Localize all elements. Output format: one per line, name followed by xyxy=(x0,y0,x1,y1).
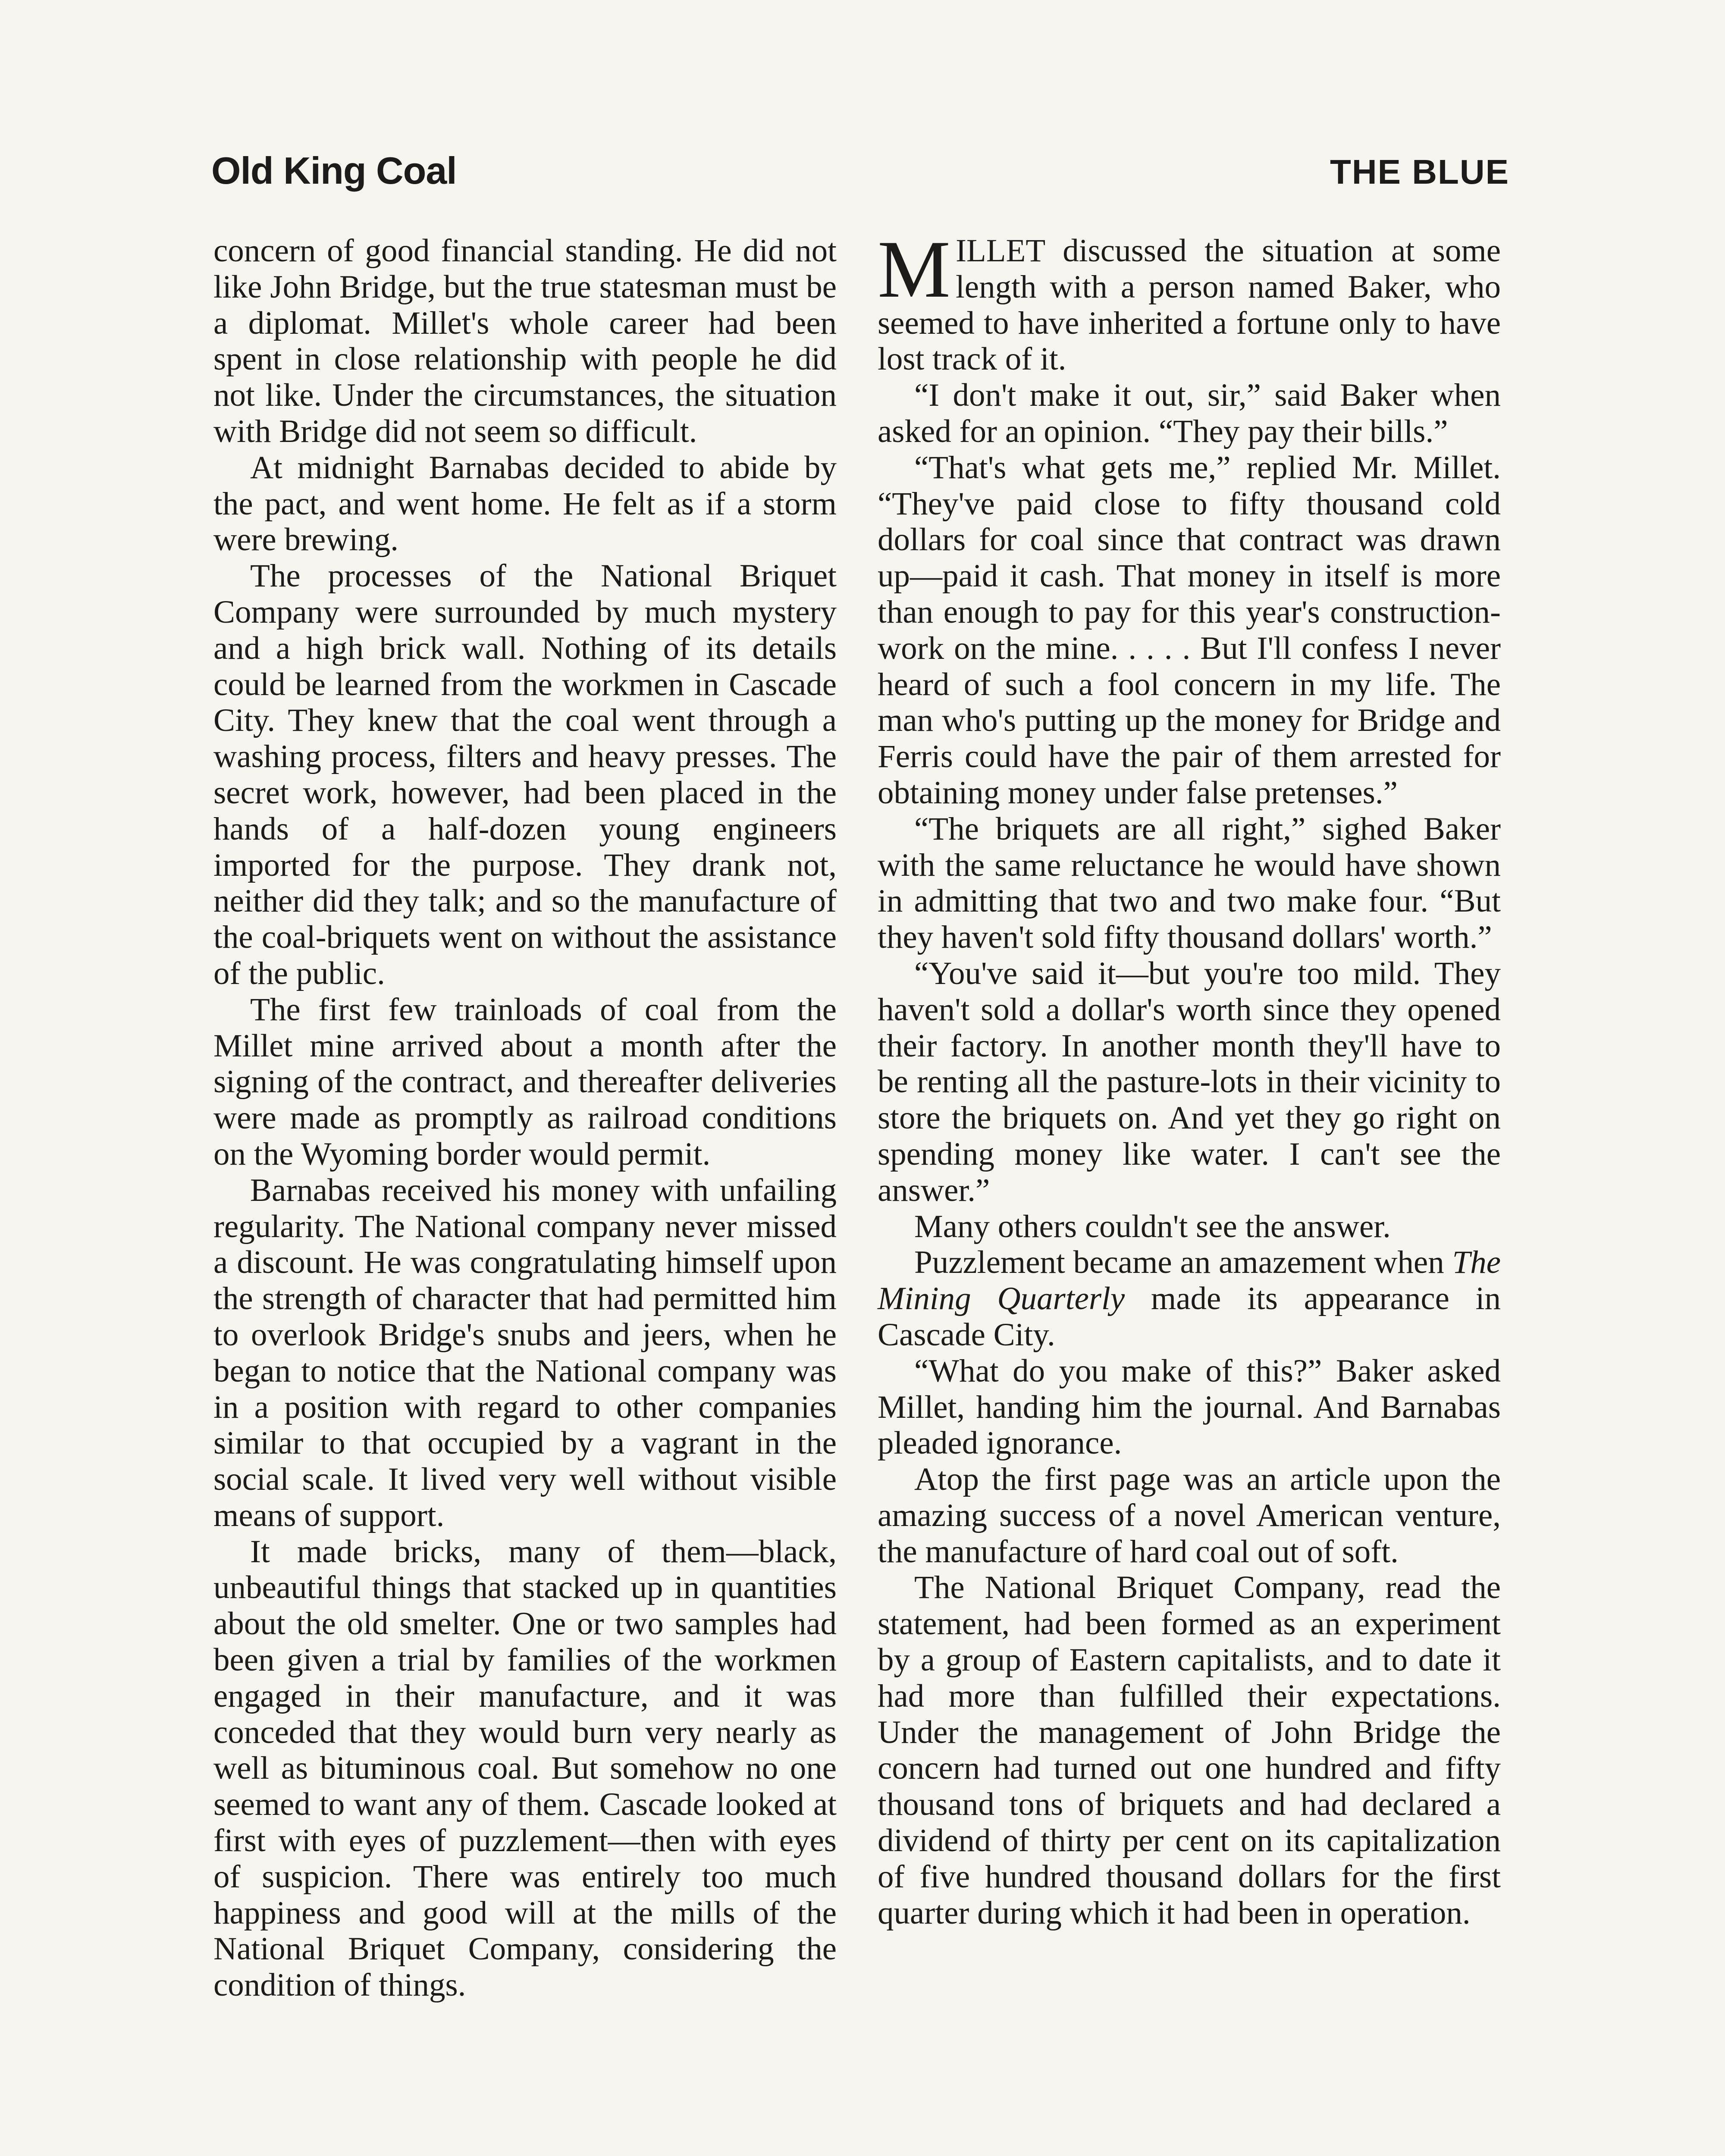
paragraph: Barnabas received his money with unfailing regularity. The National company never missed a discount. He was congratulating himself upon the strength of character that had permitted him to overlook Bridge's snubs and jeers, when he began to notice that the National company was in a position with regard to other companies similar to that occupied by a vagrant in the social scale. It lived very well without visible means of support. xyxy=(213,1172,837,1533)
paragraph: “You've said it—but you're too mild. They haven't sold a dollar's worth since they opened their factory. In another month they'll have to be renting all the pasture-lots in their vicinity to store the briquets on. And yet they go right on spending money like water. I can't see the answer.” xyxy=(878,955,1501,1208)
paragraph: The processes of the National Briquet Company were surrounded by much mystery and a high brick wall. Nothing of its details could be learned from the workmen in Cascade City. They knew that the coal went through a washing process, filters and heavy presses. The secret work, however, had been placed in the hands of a half-dozen young engineers imported for the purpose. They drank not, neither did they talk; and so the manufacture of the coal-briquets went on without the assistance of the public. xyxy=(213,558,837,991)
paragraph-text: ILLET discussed the situation at some length with a person named Baker, who seemed to have inherited a fortune only to have lost track of it. xyxy=(878,233,1501,377)
paragraph: “That's what gets me,” replied Mr. Millet. “They've paid close to fifty thousand cold dollars for coal since that contract was drawn up—paid it cash. That money in itself is more than enough to pay for this year's construction-work on the mine. . . . . But I'll confess I never heard of such a fool concern in my life. The man who's putting up the money for Bridge and Ferris could have the pair of them arrested for obtaining money under false pretenses.” xyxy=(878,449,1501,811)
left-column xyxy=(213,233,837,2003)
paragraph: “The briquets are all right,” sighed Baker with the same reluctance he would have shown in admitting that two and two make four. “But they haven't sold fifty thousand dollars' worth.” xyxy=(878,811,1501,956)
paragraph: “What do you make of this?” Baker asked Millet, handing him the journal. And Barnabas pleaded ignorance. xyxy=(878,1353,1501,1461)
magazine-title: THE BLUE xyxy=(1330,153,1509,191)
paragraph: At midnight Barnabas decided to abide by the pact, and went home. He felt as if a storm were brewing. xyxy=(213,449,837,558)
paragraph-text: made its appearance in Cascade City. xyxy=(878,1281,1501,1353)
right-column xyxy=(878,224,1501,1931)
paragraph xyxy=(878,224,1501,377)
paragraph: Atop the first page was an article upon the amazing success of a novel American venture, the manufacture of hard coal out of soft. xyxy=(878,1461,1501,1570)
paragraph: Many others couldn't see the answer. xyxy=(914,1208,1391,1244)
journal-title: The Mining Quarterly xyxy=(878,1244,1501,1317)
running-header xyxy=(211,149,1509,201)
paragraph: “I don't make it out, sir,” said Baker when asked for an opinion. “They pay their bills.” xyxy=(878,377,1501,449)
story-title: Old King Coal xyxy=(211,149,457,192)
paragraph: concern of good financial standing. He did not like John Bridge, but the true statesman must be a diplomat. Millet's whole career had been spent in close relationship with people he did not like. Under the circumstances, the situation with Bridge did not seem so difficult. xyxy=(213,233,837,449)
paragraph xyxy=(878,1244,1501,1353)
paragraph-text: Puzzlement became an amazement when xyxy=(914,1244,1452,1281)
paragraph: The National Briquet Company, read the statement, had been formed as an experiment by a group of Eastern capitalists, and to date it had more than fulfilled their expectations. Under the management of John Bridge the concern had turned out one hundred and fifty thousand tons of briquets and had declared a dividend of thirty per cent on its capitalization of five hundred thousand dollars for the first quarter during which it had been in operation. xyxy=(878,1570,1501,1931)
drop-cap: M xyxy=(878,224,950,315)
paragraph: The first few trainloads of coal from the Millet mine arrived about a month after the signing of the contract, and thereafter deliveries were made as promptly as railroad conditions on the Wyoming border would permit. xyxy=(213,991,837,1172)
paragraph: It made bricks, many of them—black, unbeautiful things that stacked up in quantities about the old smelter. One or two samples had been given a trial by families of the workmen engaged in their manufacture, and it was conceded that they would burn very nearly as well as bituminous coal. But somehow no one seemed to want any of them. Cascade looked at first with eyes of puzzlement—then with eyes of suspicion. There was entirely too much happiness and good will at the mills of the National Briquet Company, considering the condition of things. xyxy=(213,1533,837,2003)
